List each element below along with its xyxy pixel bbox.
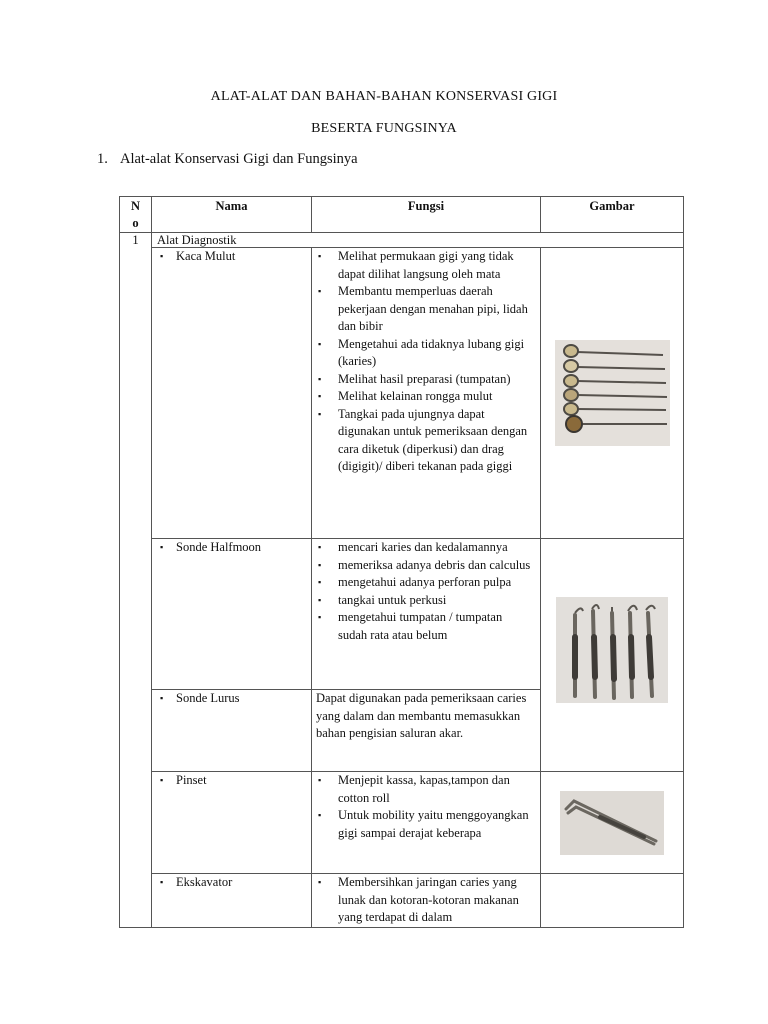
gambar-cell bbox=[541, 874, 684, 928]
bullet-icon: ▪ bbox=[160, 542, 164, 552]
fungsi-cell bbox=[312, 690, 541, 772]
item-name: Sonde Lurus bbox=[176, 691, 240, 705]
header-no-text: N o bbox=[130, 199, 141, 230]
fungsi-cell bbox=[312, 539, 541, 690]
bullet-icon: ▪ bbox=[318, 542, 322, 552]
header-no bbox=[120, 197, 152, 233]
table-row bbox=[120, 874, 684, 928]
bullet-icon: ▪ bbox=[160, 693, 164, 703]
fungsi-text: tangkai untuk perkusi bbox=[338, 592, 447, 607]
gambar-cell bbox=[541, 772, 684, 874]
document-subtitle: BESERTA FUNGSINYA bbox=[311, 121, 457, 136]
bullet-icon: ▪ bbox=[318, 391, 322, 401]
bullet-icon: ▪ bbox=[318, 286, 322, 296]
bullet-icon: ▪ bbox=[160, 775, 164, 785]
bullet-icon: ▪ bbox=[160, 877, 164, 887]
list-item bbox=[316, 592, 534, 610]
list-item bbox=[316, 807, 534, 842]
bullet-icon: ▪ bbox=[318, 775, 322, 785]
fungsi-text: Untuk mobility yaitu menggoyangkan gigi sampai derajat keberapa bbox=[338, 808, 529, 840]
bullet-icon: ▪ bbox=[318, 577, 322, 587]
list-item bbox=[316, 248, 534, 283]
row-number: 1 bbox=[120, 233, 152, 928]
nama-cell bbox=[152, 874, 312, 928]
item-name: Pinset bbox=[176, 773, 207, 787]
bullet-icon: ▪ bbox=[318, 612, 322, 622]
bullet-icon: ▪ bbox=[318, 251, 322, 261]
list-item bbox=[316, 371, 534, 389]
fungsi-text: mengetahui tumpatan / tumpatan sudah rata atau belum bbox=[338, 610, 503, 642]
nama-cell bbox=[152, 690, 312, 772]
item-name: Ekskavator bbox=[176, 875, 233, 889]
section-heading-text: Alat-alat Konservasi Gigi dan Fungsinya bbox=[120, 151, 358, 167]
list-item bbox=[316, 609, 534, 644]
item-name: Sonde Halfmoon bbox=[176, 540, 262, 554]
section-number: 1. bbox=[97, 151, 108, 167]
fungsi-text: Tangkai pada ujungnya dapat digunakan untuk pemeriksaan dengan cara diketuk (diperkusi) dan drag (digigit)/ diberi tekanan pada giggi bbox=[338, 406, 528, 473]
nama-cell bbox=[152, 248, 312, 539]
fungsi-text: Membersihkan jaringan caries yang lunak dan kotoran-kotoran makanan yang terdapat di dalam bbox=[338, 875, 519, 924]
bullet-icon: ▪ bbox=[318, 594, 322, 605]
section-heading bbox=[97, 151, 358, 168]
fungsi-text: memeriksa adanya debris dan calculus bbox=[338, 557, 531, 572]
header-nama: Nama bbox=[152, 197, 312, 233]
nama-cell bbox=[152, 772, 312, 874]
fungsi-text: Dapat digunakan pada pemeriksaan caries yang dalam dan membantu memasukkan bahan pengisian saluran akar. bbox=[316, 691, 527, 740]
fungsi-text: mengetahui adanya perforan pulpa bbox=[338, 575, 512, 589]
mouth-mirror-image bbox=[555, 340, 670, 446]
document-title: ALAT-ALAT DAN BAHAN-BAHAN KONSERVASI GIGI bbox=[210, 89, 558, 104]
header-gambar: Gambar bbox=[541, 197, 684, 233]
list-item bbox=[316, 772, 534, 807]
bullet-icon: ▪ bbox=[160, 251, 164, 261]
list-item bbox=[316, 336, 534, 371]
item-name: Kaca Mulut bbox=[176, 249, 236, 263]
fungsi-text: Menjepit kassa, kapas,tampon dan cotton roll bbox=[338, 773, 510, 805]
bullet-icon: ▪ bbox=[318, 373, 322, 384]
fungsi-text: mencari karies dan kedalamannya bbox=[338, 540, 508, 554]
gambar-cell bbox=[541, 248, 684, 539]
list-item bbox=[316, 388, 534, 406]
gambar-cell bbox=[541, 539, 684, 772]
explorer-probes-image bbox=[556, 597, 668, 703]
table-row bbox=[120, 248, 684, 539]
bullet-icon: ▪ bbox=[318, 338, 322, 349]
list-item bbox=[316, 574, 534, 592]
list-item bbox=[316, 874, 534, 927]
nama-cell bbox=[152, 539, 312, 690]
table-row bbox=[120, 772, 684, 874]
list-item bbox=[316, 539, 534, 557]
fungsi-text: Mengetahui ada tidaknya lubang gigi (karies) bbox=[338, 336, 525, 368]
list-item bbox=[316, 283, 534, 336]
category-label: Alat Diagnostik bbox=[152, 233, 684, 248]
table-row bbox=[120, 539, 684, 690]
fungsi-cell bbox=[312, 772, 541, 874]
fungsi-text: Membantu memperluas daerah pekerjaan dengan menahan pipi, lidah dan bibir bbox=[338, 284, 528, 333]
fungsi-cell bbox=[312, 874, 541, 928]
fungsi-cell bbox=[312, 248, 541, 539]
category-row bbox=[120, 233, 684, 248]
list-item bbox=[316, 406, 534, 476]
bullet-icon: ▪ bbox=[318, 559, 322, 570]
bullet-icon: ▪ bbox=[318, 408, 322, 419]
list-item bbox=[316, 557, 534, 575]
fungsi-text: Melihat kelainan rongga mulut bbox=[338, 389, 493, 403]
table-header-row bbox=[120, 197, 684, 233]
fungsi-text: Melihat hasil preparasi (tumpatan) bbox=[338, 371, 511, 386]
instruments-table bbox=[119, 196, 684, 928]
header-fungsi: Fungsi bbox=[312, 197, 541, 233]
bullet-icon: ▪ bbox=[318, 877, 322, 887]
bullet-icon: ▪ bbox=[318, 810, 322, 820]
fungsi-text: Melihat permukaan gigi yang tidak dapat dilihat langsung oleh mata bbox=[338, 249, 514, 281]
tweezers-image bbox=[560, 791, 664, 855]
